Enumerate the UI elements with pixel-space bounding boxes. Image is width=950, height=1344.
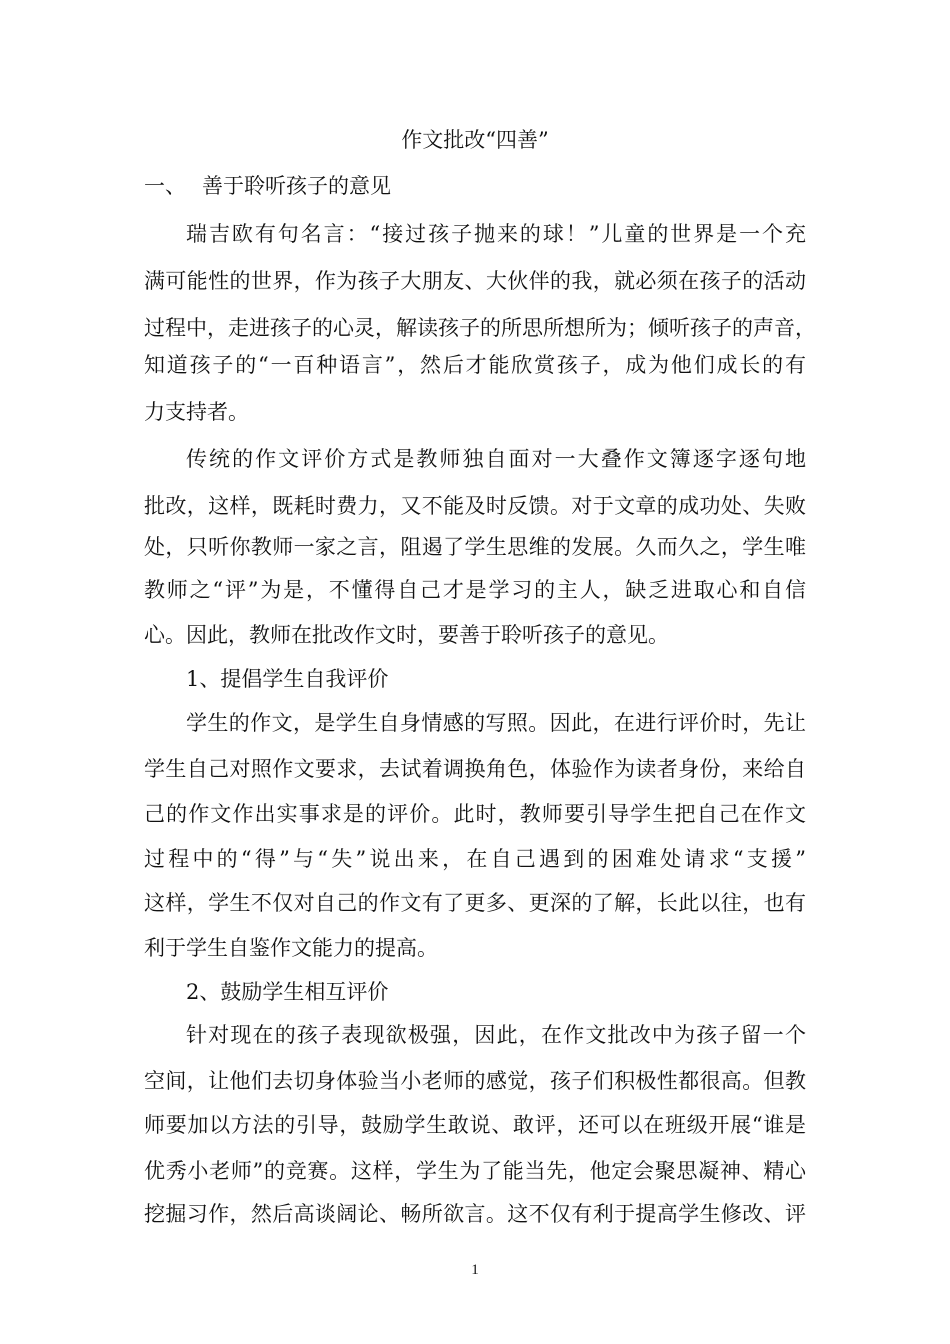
subheading-peer-evaluation: 2、鼓励学生相互评价 <box>186 980 389 1004</box>
subheading-self-evaluation: 1、提倡学生自我评价 <box>186 667 389 691</box>
paragraph-line: 知道孩子的“一百种语言”，然后才能欣赏孩子，成为他们成长的有 <box>144 353 806 377</box>
section-title: 善于聆听孩子的意见 <box>202 174 391 198</box>
paragraph-line: 空间，让他们去切身体验当小老师的感觉，孩子们积极性都很高。但教 <box>144 1069 806 1093</box>
document-title: 作文批改“四善” <box>401 128 549 152</box>
paragraph-line: 处，只听你教师一家之言，阻遏了学生思维的发展。久而久之，学生唯 <box>144 535 806 559</box>
paragraph-line: 学生的作文，是学生自身情感的写照。因此，在进行评价时，先让 <box>186 711 806 735</box>
paragraph-line: 批改，这样，既耗时费力，又不能及时反馈。对于文章的成功处、失败 <box>144 494 806 518</box>
paragraph-line: 满可能性的世界，作为孩子大朋友、大伙伴的我，就必须在孩子的活动 <box>144 269 806 293</box>
page-number: 1 <box>471 1262 479 1278</box>
paragraph-line: 挖掘习作，然后高谈阔论、畅所欲言。这不仅有利于提高学生修改、评 <box>144 1202 806 1226</box>
paragraph-line: 己的作文作出实事求是的评价。此时，教师要引导学生把自己在作文 <box>144 802 806 826</box>
paragraph-line: 教师之“评”为是，不懂得自己才是学习的主人，缺乏进取心和自信 <box>144 578 806 602</box>
section-heading <box>144 172 391 200</box>
section-number: 一、 <box>144 174 186 198</box>
paragraph-line: 优秀小老师”的竞赛。这样，学生为了能当先，他定会聚思凝神、精心 <box>144 1159 806 1183</box>
paragraph-line: 力支持者。 <box>144 400 249 424</box>
paragraph-line: 心。因此，教师在批改作文时，要善于聆听孩子的意见。 <box>144 623 669 647</box>
paragraph-line: 传统的作文评价方式是教师独自面对一大叠作文簿逐字逐句地 <box>186 447 806 471</box>
paragraph-line: 学生自己对照作文要求，去试着调换角色，体验作为读者身份，来给自 <box>144 757 806 781</box>
paragraph-line: 过程中的“得”与“失”说出来，在自己遇到的困难处请求“支援” <box>144 847 806 871</box>
paragraph-line: 瑞吉欧有句名言：“接过孩子抛来的球！”儿童的世界是一个充 <box>186 222 806 246</box>
paragraph-line: 师要加以方法的引导，鼓励学生敢说、敢评，还可以在班级开展“谁是 <box>144 1113 806 1137</box>
paragraph-line: 过程中，走进孩子的心灵，解读孩子的所思所想所为；倾听孩子的声音， <box>144 316 816 340</box>
paragraph-line: 利于学生自鉴作文能力的提高。 <box>144 936 438 960</box>
paragraph-line: 这样，学生不仅对自己的作文有了更多、更深的了解，长此以往，也有 <box>144 891 806 915</box>
paragraph-line: 针对现在的孩子表现欲极强，因此，在作文批改中为孩子留一个 <box>186 1023 806 1047</box>
